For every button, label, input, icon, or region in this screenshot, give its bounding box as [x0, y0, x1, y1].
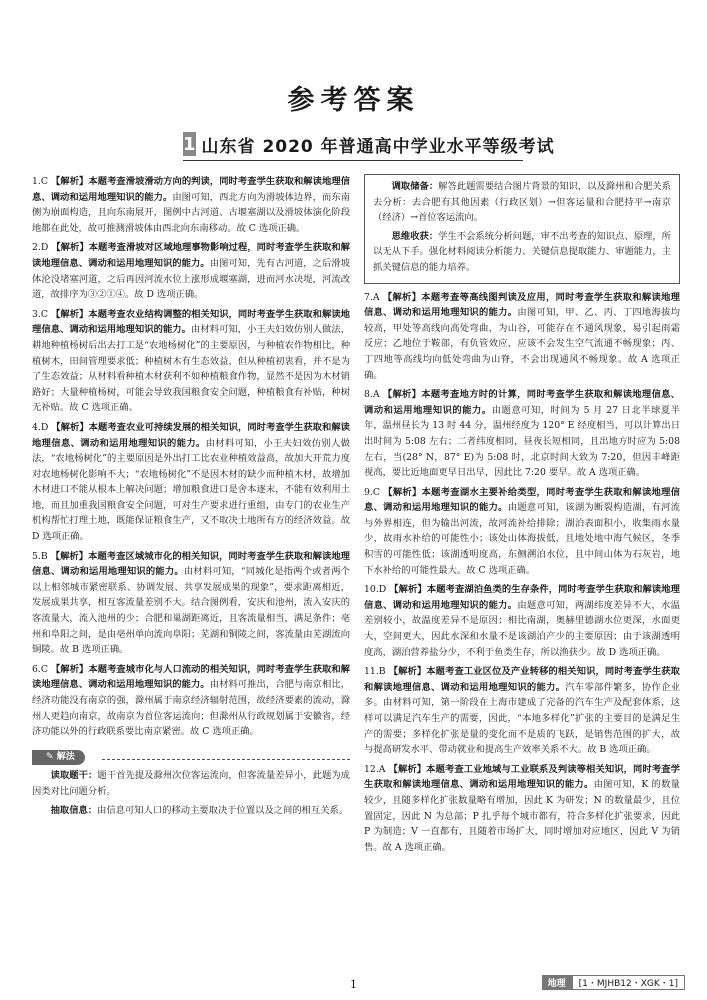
section-header [183, 130, 555, 158]
answer-item [32, 307, 350, 416]
answer-item [364, 582, 680, 660]
answer-body: 由材料可推出，合肥与南京相比，经济功能没有南京的强，滁州属于南京经济辐射范围，故经济要素的流动，滁州人更趋向南京，故南京为首位客运流向；但滁州从行政规划属于安徽省，经济功能以外的行政联系要比南京紧密。故 C 选项正确。 [32, 679, 350, 738]
answer-body: 由图可知，先有古河道，之后滑坡体沦没堵塞河道，之后再因河流水位上涨形成堰塞湖，进而河水决堤，河流改道，故排序为③②①④。故 D 选项正确。 [32, 257, 350, 301]
answer-id: 8.A [364, 389, 380, 401]
left-column [32, 174, 350, 818]
answer-body: 由材料可知，小王夫妇效仿别人做法，“农地杨树化”的主要原因是外出打工比农业种植效益高，故加大开荒力度对农地杨树化影响不大；“农地杨树化”不是因木材的缺少而种植木材，故增加木材进口不能从根本上解决问题；增加粮食进口是舍本逐末，不能有效利用土地，而且加重我国粮食安全问题，可对生产要求进行重组，由专门的农业生产机构帮忙打理土地，既能保证粮食生产，又不取决土地所有方的经济效益。故 D 选项正确。 [32, 437, 350, 543]
answer-body: 由图可知，西北方向为滑坡体边界，而东南侧为崩面构造，且向东南展开，图例中古河道、古堰塞湖以及滑坡体演化阶段地都在此处，故可推测滑坡体由西北向东南移动。故 C 选项正确。 [32, 191, 350, 234]
tip-para-label: 调取储备： [391, 181, 439, 192]
answer-head: 【解析】本题考查工业区位及产业转移的相关知识，同时考查学生获取和解读地理信息、调动和运用地理知识的能力。 [364, 666, 680, 693]
tip-para-text: 解答此题需要结合图片背景的知识，以及滁州和合肥关系去分析：去合肥有其他因素（行政区划）→但客运量和合肥持平→南京（经济）→首位客运流向。 [373, 181, 671, 224]
answer-id: 4.D [32, 421, 49, 433]
tip-para-text: 学生不会系统分析问题，审不出考查的知识点、原理，所以无从下手。强化材料阅读分析能力、关键信息提取能力、审题能力，主抓关键信息的能力培养。 [373, 230, 671, 273]
answer-id: 11.B [364, 666, 386, 678]
answer-head: 【解析】本题考查滑坡对区域地理事物影响过程，同时考查学生获取和解读地理信息、调动和运用地理知识的能力。 [32, 242, 350, 269]
answer-id: 2.D [32, 242, 49, 254]
answer-body: 由图可知，甲、乙、丙、丁四地海拔均较高，甲处等高线向高处弯曲，为山谷，可能存在不通风现象，易引起雨霜反应；乙地位于鞍部，有负管效应，应该不会发生空气流通不畅现象；丙、丁四地等高线均向低处弯曲为山脊，不会出现通风不畅现象。故 A 选项正确。 [364, 307, 680, 381]
answer-item [364, 290, 680, 384]
answer-id: 10.D [364, 584, 387, 596]
page-number: 1 [350, 978, 357, 991]
answer-item [32, 420, 350, 545]
right-column [364, 174, 680, 859]
answer-item [32, 549, 350, 658]
answer-item [364, 485, 680, 579]
footer-badge [542, 975, 685, 990]
tip-paragraph [32, 768, 350, 799]
tip-divider [102, 759, 350, 760]
solution-tip [32, 768, 350, 818]
tip-para-text: 题干首先提及滁州次位客运流向，但客流量差异小，此题为成因类对比问题分析。 [32, 770, 350, 797]
answer-item [32, 174, 350, 236]
answer-item [32, 662, 350, 740]
answer-head: 【解析】本题考查区域城市化的相关知识，同时考查学生获取和解读地理信息、调动和运用地理知识的能力。 [32, 550, 350, 578]
footer-subject: 地理 [542, 975, 572, 990]
answer-id: 3.C [32, 308, 48, 320]
section-title: 山东省 2020 年普通高中学业水平等级考试 [201, 136, 555, 157]
answer-id: 5.B [32, 550, 48, 562]
answer-head: 【解析】本题考查农业可持续发展的相关知识，同时考查学生获取和解读地理信息、调动和运用地理知识的能力。 [32, 421, 350, 449]
pencil-icon: ✎ [46, 751, 54, 762]
answer-item [364, 664, 680, 758]
answer-head: 【解析】本题考查农业结构调整的相关知识，同时考查学生获取和解读地理信息、调动和运用地理知识的能力。 [32, 308, 350, 336]
section-number: 1 [183, 133, 196, 155]
answer-id: 7.A [364, 291, 380, 303]
answer-id: 9.C [364, 486, 380, 498]
answer-head: 【解析】本题考查湖泊鱼类的生存条件，同时考查学生获取和解读地理信息、调动和运用地理知识的能力。 [364, 584, 680, 611]
answer-item [32, 240, 350, 302]
answer-head: 【解析】本题考查工业地域与工业联系及判读等相关知识，同时考查学生获取和解读地理信息、调动和运用地理知识的能力。 [364, 763, 680, 791]
answer-body: 由图可知，K 的数量较少，且随多样化扩张数量略有增加，因此 K 为研发；N 的数量最少，且位置固定，因此 N 为总部；P 扎乎每个城市都有，符合多样化扩张要求，因此 P 为制造；V 一直都有，且随着市场扩大，同时增加对应地区，因此 V 为销售。故 A 选项正确。 [364, 779, 680, 853]
answer-body: 由题意可知，时间为 5 月 27 日北半球夏半年，温州昼长为 13 时 44 分，温州经度为 120° E 经度相当，可以计算出日出时间为 5:08 左右；二者纬度相同，昼夜长短相同，且出地方时应为 5:08 左右，当(28° N，87° E)为 5:08 时，北京时间大致为 7:20，但因丰峰距视高，要比近地面更早日出早，因此比 7:20 要早。故 A 选项正确。 [364, 404, 680, 479]
answer-head: 【解析】本题考查等高线图判读及应用，同时考查学生获取和解读地理信息、调动和运用地理知识的能力。 [364, 291, 680, 319]
answer-body: 汽车零部件繁多，协作企业多。由材料可知，第一阶段在上海市建成了完备的汽车生产及配套体系，这样可以满足汽车生产的需要，因此，“本地多样化”扩张的主要目的是满足生产的需要；多样化扩张是量的变化而不是质的飞跃，是销售范围的扩大，故与提高研发水平、带动就业和提高生产效率关系不大。故 B 选项正确。 [364, 681, 680, 756]
answer-id: 1.C [32, 176, 48, 187]
section-rule [183, 160, 523, 161]
tip-paragraph [373, 179, 671, 226]
tip-paragraph [373, 229, 671, 276]
answer-id: 12.A [364, 763, 386, 775]
answer-id: 6.C [32, 663, 48, 675]
tip-para-label: 思维收获： [391, 230, 439, 242]
tip-para-label: 抽取信息： [50, 804, 98, 816]
answer-head: 【解析】本题考查滑坡滑动方向的判读，同时考查学生获取和解读地理信息、调动和运用地理知识的能力。 [32, 176, 350, 203]
tip-label: 解法 [56, 751, 75, 762]
tip-para-label: 读取题干： [50, 770, 98, 782]
answer-head: 【解析】本题考查湖水主要补给类型，同时考查学生获取和解读地理信息、调动和运用地理知识的能力。 [364, 486, 680, 514]
tip-box [364, 174, 680, 284]
answer-body: 由题意可知，两湖纬度差异不大，水温差别较小，故温度差异不是原因；相比南湖，奥赫里德湖水位更深，水面更大，空间更大，因此水深和水量不是该湖泊产少的主要原因；由于该湖透明度高，湖泊营养盐分少，不利于鱼类生存，所以渔获少。故 D 选项正确。 [364, 599, 680, 658]
answer-body: 由材料可知，“同城化是指两个或者两个以上相邻城市紧密联系、协调发展、共享发展成果的现象”，要求距离相近，发展成果共享，相互客流量差别不大。结合图例看，安庆和池州，流入安庆的客流量大，流入池州的少；合肥和巢湖距离近，且客流量相当，满足条件；亳州和阜阳之间，是由亳州单向流向阜阳；芜湖和铜陵之间，客流量由芜湖流向铜陵。故 B 选项正确。 [32, 566, 350, 656]
answer-head: 【解析】本题考查城市化与人口流动的相关知识，同时考查学生获取和解读地理信息、调动和运用地理知识的能力。 [32, 663, 350, 691]
answer-item [364, 387, 680, 481]
answer-item [364, 762, 680, 856]
tip-para-text: 由信息可知人口的移动主要取决于位置以及之间的相互关系。 [97, 804, 349, 816]
answer-head: 【解析】本题考查地方时的计算，同时考查学生获取和解读地理信息、调动和运用地理知识的能力。 [364, 389, 680, 416]
solution-tip-tab [32, 750, 85, 766]
answer-body: 由材料可知，小王夫妇效仿别人做法，耕地种植杨树后出去打工是“农地杨树化”的主要原因，与种植农作物相比，种植树木，田间管理要求低；种植树木有生态效益，但从种植初衷看，并不是为了生态效益；从材料看种植木材获利不如种植粮食作物，显然不是因为木材销路好；大量种植杨树，可能会导致我国粮食安全问题，种植粮食有补贴，种树无补贴。故 C 选项正确。 [32, 324, 350, 414]
answer-body: 由题意可知，该湖为断裂构造湖，有河流与外界相连，但为输出河流，故河流补给排除；湖泊表面积小，收集雨水量少，故雨水补给的可能性小；该处山体海拔低，且地处地中海气候区，冬季积雪的可能性低；该湖透明度高，东侧溯泊水位，且中间山体为石灰岩，地下水补给的可能性最大。故 C 选项正确。 [364, 502, 680, 576]
footer-code: [1・MJHB12・XGK・1] [572, 975, 685, 990]
page-title: 参考答案 [287, 85, 420, 116]
tip-paragraph [32, 803, 350, 819]
